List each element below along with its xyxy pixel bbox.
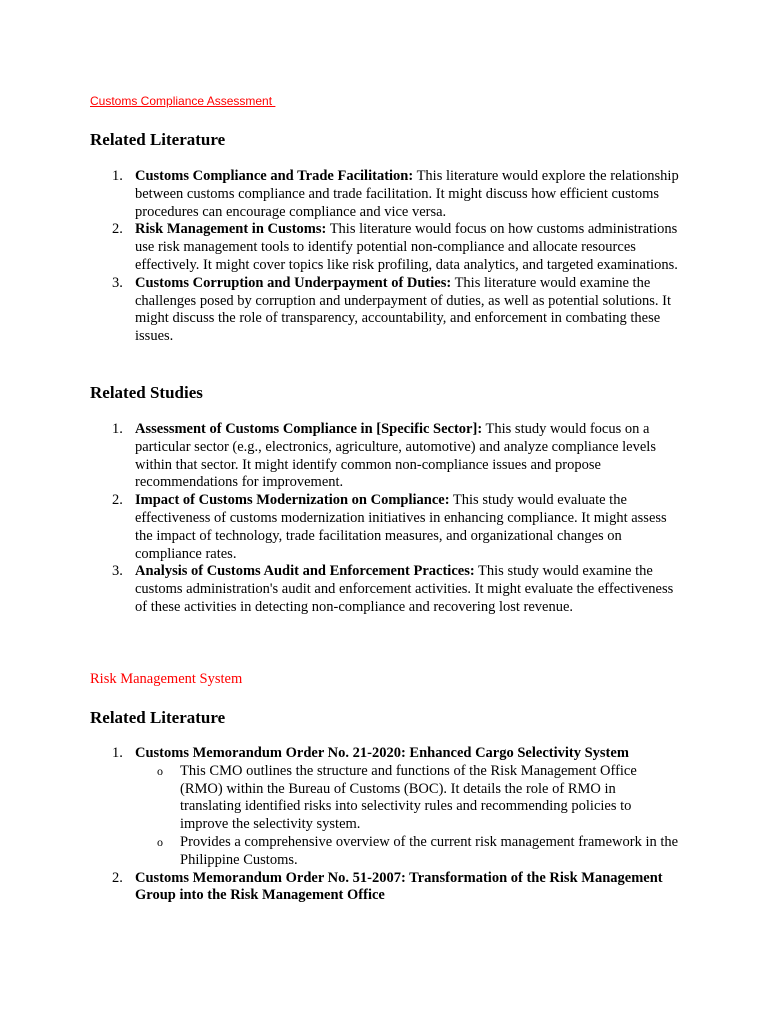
item-title: Risk Management in Customs: [135,221,327,238]
section-title-customs-compliance: Customs Compliance Assessment [90,94,276,108]
list-item [112,869,680,906]
list-number: 2. [112,221,123,238]
bullet-marker: o [157,834,163,849]
sub-bullet-list [157,762,680,870]
heading-related-studies: Related Studies [90,383,203,402]
bullet-text: This CMO outlines the structure and functions of the Risk Management Office (RMO) within the Bureau of Customs (BOC). It details the role of RMO in translating identified risks into selectivity rules and recommending policies to improve the selectivity system. [180,762,637,833]
studies-list [112,421,680,617]
list-number: 3. [112,274,123,291]
list-item [112,563,680,616]
item-text: This literature would examine the challenges posed by corruption and underpayment of duties, as well as potential solutions. It might discuss the role of transparency, accountability, and enforcement in combating these issues. [135,274,671,345]
list-number: 1. [112,421,123,437]
item-text: This literature would focus on how customs administrations use risk management tools to identify potential non-compliance and allocate resources effectively. It might cover topics like risk profiling, data analytics, and targeted examinations. [135,221,678,273]
item-title: Impact of Customs Modernization on Compliance: [135,492,450,509]
item-title: Analysis of Customs Audit and Enforcement Practices: [135,563,475,580]
item-text: This study would evaluate the effectiveness of customs modernization initiatives in enhancing compliance. It might assess the impact of technology, trade facilitation measures, and organizational changes on compliance rates. [135,492,667,562]
list-item [112,168,680,221]
list-item [112,274,680,346]
list-number: 1. [112,745,123,761]
bullet-text: Provides a comprehensive overview of the current risk management framework in the Philippine Customs. [180,833,679,868]
item-text: This study would examine the customs administration's audit and enforcement activities. It might evaluate the effectiveness of these activities in detecting non-compliance and recovering lost revenue. [135,563,674,615]
list-number: 2. [112,492,123,509]
item-title: Customs Compliance and Trade Facilitation: [135,168,414,184]
item-title: Customs Memorandum Order No. 51-2007: Transformation of the Risk Management Group into the Risk Management Office [135,869,663,904]
literature-list [112,168,680,346]
item-title: Assessment of Customs Compliance in [Specific Sector]: [135,421,483,437]
item-text: This study would focus on a particular sector (e.g., electronics, agriculture, automotive) and analyze compliance levels within that sector. It might identify common non-compliance issues and propose recommendations for improvement. [135,421,656,491]
list-item [112,492,680,563]
item-title: Customs Memorandum Order No. 21-2020: Enhanced Cargo Selectivity System [135,745,629,761]
bullet-marker: o [157,763,163,778]
literature-list-2 [112,745,680,905]
heading-related-literature: Related Literature [90,130,226,149]
list-number: 3. [112,563,123,580]
sub-bullet-item [157,762,680,834]
list-number: 2. [112,869,123,886]
item-title: Customs Corruption and Underpayment of Duties: [135,274,452,291]
list-item [112,221,680,274]
heading-related-literature-2: Related Literature [90,708,226,727]
sub-bullet-item [157,833,680,870]
item-text: This literature would explore the relationship between customs compliance and trade facilitation. It might discuss how efficient customs procedures can encourage compliance and vice versa. [135,168,679,220]
section-title-risk-management: Risk Management System [90,671,243,687]
list-item [112,421,680,492]
list-item [112,745,680,870]
list-number: 1. [112,168,123,184]
